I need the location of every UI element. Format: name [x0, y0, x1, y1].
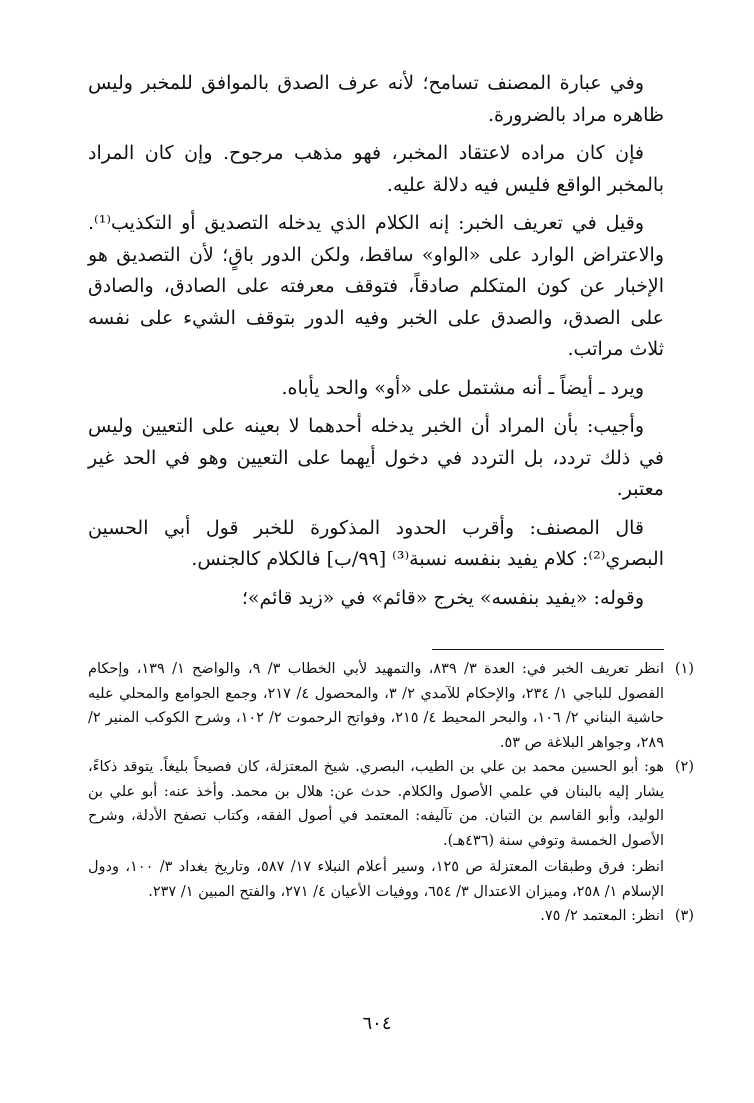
paragraph: ويرد ـ أيضاً ـ أنه مشتمل على «أو» والحد يأباه.: [281, 376, 644, 399]
footnote-separator: [432, 649, 664, 650]
footnote: [88, 657, 694, 755]
footnote-text: انظر: المعتمد ٢/ ٧٥.: [540, 908, 664, 924]
page-number: ٦٠٤: [362, 1013, 392, 1034]
paragraph: وفي عبارة المصنف تسامح؛ لأنه عرف الصدق بالموافق للمخبر وليس ظاهره مراد بالضرورة.: [88, 72, 664, 126]
footnote-number: (٣): [674, 908, 694, 924]
footnote-number: (٢): [674, 759, 694, 775]
footnote-number: (١): [674, 661, 694, 677]
main-text: [88, 68, 664, 614]
footnote-body: [88, 904, 664, 929]
footnotes: [88, 657, 694, 929]
footnote-body: [88, 755, 664, 904]
footnote-text: هو: أبو الحسين محمد بن علي بن الطيب، البصري. شيخ المعتزلة، كان فصيحاً بليغاً. يتوقد ذكاءً، يشار إليه بالبنان في علمي الأصول والكلام. حدث عن: هلال بن محمد. وأخذ عنه: أبو علي بن الوليد، وأبو القاسم بن التبان. من تآليفه: المعتمد في أصول الفقه، وكتاب تصفح الأدلة، وشرح الأصول الخمسة وتوفي سنة (٤٣٦هـ).: [88, 759, 664, 849]
paragraph: فإن كان مراده لاعتقاد المخبر، فهو مذهب مرجوح. وإن كان المراد بالمخبر الواقع فليس فيه دلالة عليه.: [88, 142, 664, 196]
footnote-text: انظر تعريف الخبر في: العدة ٣/ ٨٣٩، والتمهيد لأبي الخطاب ٣/ ٩، والواضح ١/ ١٣٩، وإحكام الفصول للباجي ١/ ٢٣٤، والإحكام للآمدي ٢/ ٣، والمحصول ٤/ ٢١٧، وجمع الجوامع والمحلي عليه حاشية البناني ٢/ ١٠٦، والبحر المحيط ٤/ ٢١٥، وفواتح الرحموت ٢/ ١٠٢، وشرح الكوكب المنير ٢/ ٢٨٩، وجواهر البلاغة ص ٥٣.: [88, 661, 665, 751]
footnote: [88, 755, 694, 904]
footnote-text: انظر: فرق وطبقات المعتزلة ص ١٢٥، وسير أعلام النبلاء ١٧/ ٥٨٧، وتاريخ بغداد ٣/ ١٠٠، ودول الإسلام ١/ ٢٥٨، وميزان الاعتدال ٣/ ٦٥٤، ووفيات الأعيان ٤/ ٢٧١، والفتح المبين ١/ ٢٣٧.: [88, 859, 664, 900]
paragraph: قال المصنف: وأقرب الحدود المذكورة للخبر قول أبي الحسين البصري⁽²⁾: كلام يفيد بنفسه نسبة⁽³⁾ [٩٩/ب] فالكلام كالجنس.: [88, 516, 664, 570]
footnote-body: [88, 657, 664, 755]
paragraph: وقيل في تعريف الخبر: إنه الكلام الذي يدخله التصديق أو التكذيب⁽¹⁾. والاعتراض الوارد على «الواو» ساقط، ولكن الدور باقٍ؛ لأن التصديق هو الإخبار عن كون المتكلم صادقاً، فتوقف معرفته على الصادق، والصادق على الصدق، والصدق على الخبر وفيه الدور بتوقف الشيء على نفسه ثلاث مراتب.: [88, 212, 664, 360]
footnote: [88, 904, 694, 929]
paragraph: وقوله: «يفيد بنفسه» يخرج «قائم» في «زيد قائم»؛: [241, 586, 644, 609]
paragraph: وأجيب: بأن المراد أن الخبر يدخله أحدهما لا بعينه على التعيين وليس في ذلك تردد، بل التردد في دخول أيهما على التعيين وهو في الحد غير معتبر.: [88, 415, 664, 500]
